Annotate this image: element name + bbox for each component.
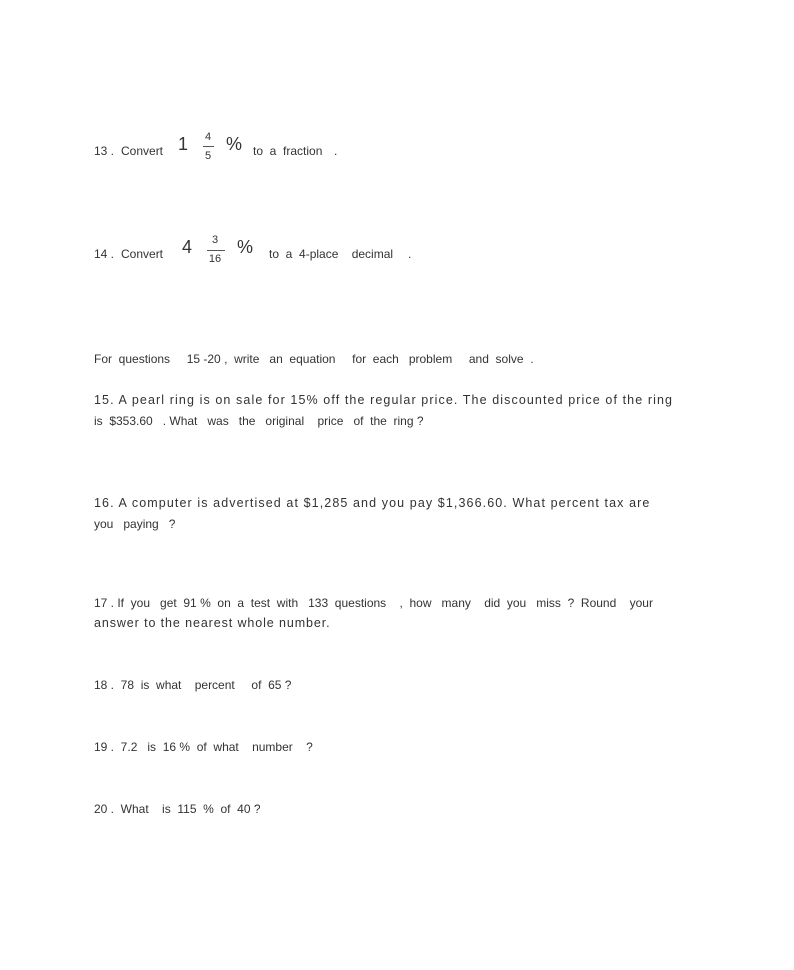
question-18: 18 . 78 is what percent of 65 ? xyxy=(94,678,292,692)
question-20: 20 . What is 115 % of 40 ? xyxy=(94,802,261,816)
q13-denominator: 5 xyxy=(204,150,212,162)
q14-fraction-bar xyxy=(207,250,225,251)
q16-line-1: 16. A computer is advertised at $1,285 and you pay $1,366.60. What percent tax are xyxy=(94,496,651,510)
q17-line-2: answer to the nearest whole number. xyxy=(94,616,331,630)
q13-fraction-bar xyxy=(203,146,214,147)
q13-numerator: 4 xyxy=(204,131,212,143)
q13-end: . xyxy=(334,144,338,158)
q13-label: 13 . xyxy=(94,144,115,158)
q15-line-1: 15. A pearl ring is on sale for 15% off the regular price. The discounted price of the ring xyxy=(94,393,674,407)
q13-rest: to a fraction xyxy=(253,144,323,158)
q14-end: . xyxy=(408,247,412,261)
q14-denominator: 16 xyxy=(208,253,222,265)
q13-whole: 1 xyxy=(178,134,189,154)
instructions-text: For questions 15 -20 , write an equation for each problem and solve . xyxy=(94,352,534,366)
q13-verb: Convert xyxy=(121,144,164,158)
q14-verb: Convert xyxy=(121,247,164,261)
q14-numerator: 3 xyxy=(211,234,219,246)
q15-line-2: is $353.60 . What was the original price of the ring ? xyxy=(94,414,424,428)
q16-line-2: you paying ? xyxy=(94,517,176,531)
q14-rest: to a 4-place decimal xyxy=(269,247,394,261)
q13-percent-sign: % xyxy=(226,134,243,154)
q14-percent-sign: % xyxy=(237,237,254,257)
q14-label: 14 . xyxy=(94,247,115,261)
q17-line-1: 17 . If you get 91 % on a test with 133 questions , how many did you miss ? Round your xyxy=(94,596,653,610)
q14-whole: 4 xyxy=(182,237,193,257)
question-19: 19 . 7.2 is 16 % of what number ? xyxy=(94,740,313,754)
